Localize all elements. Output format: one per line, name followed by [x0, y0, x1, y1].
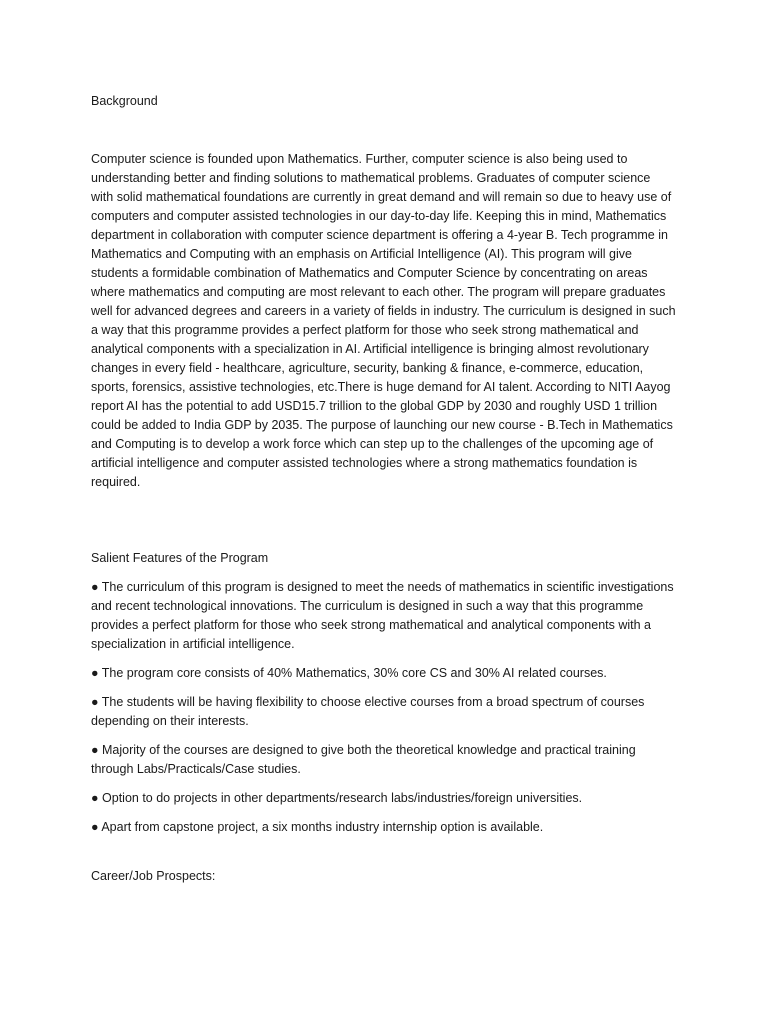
list-item: ● The students will be having flexibility to choose elective courses from a broad spectrum of courses depending on their interests.	[91, 695, 645, 728]
list-item: ● Option to do projects in other departments/research labs/industries/foreign universities.	[91, 791, 583, 805]
background-heading: Background	[91, 94, 158, 108]
list-item: ● Apart from capstone project, a six months industry internship option is available.	[91, 820, 544, 834]
career-heading: Career/Job Prospects:	[91, 869, 216, 883]
salient-features-heading: Salient Features of the Program	[91, 551, 269, 565]
document-body	[91, 92, 676, 886]
spacer	[91, 847, 676, 867]
list-item: ● The program core consists of 40% Mathematics, 30% core CS and 30% AI related courses.	[91, 666, 607, 680]
spacer	[91, 111, 676, 150]
background-paragraph: Computer science is founded upon Mathematics. Further, computer science is also being used to understanding better and finding solutions to mathematical problems. Graduates of computer science with solid mathematical foundations are currently in great demand and will remain so due to heavy use of computers and computer assisted technologies in our day-to-day life. Keeping this in mind, Mathematics department in collaboration with computer science department is offering a 4-year B. Tech programme in Mathematics and Computing with an emphasis on Artificial Intelligence (AI). This program will give students a formidable combination of Mathematics and Computer Science by concentrating on areas where mathematics and computing are most relevant to each other. The program will prepare graduates well for advanced degrees and careers in a variety of fields in industry. The curriculum is designed in such a way that this programme provides a perfect platform for those who seek strong mathematical and analytical components with a specialization in AI. Artificial intelligence is bringing almost revolutionary changes in every field - healthcare, agriculture, security, banking & finance, e-commerce, education, sports, forensics, assistive technologies, etc.There is huge demand for AI talent. According to NITI Aayog report AI has the potential to add USD15.7 trillion to the global GDP by 2030 and roughly USD 1 trillion could be added to India GDP by 2035. The purpose of launching our new course - B.Tech in Mathematics and Computing is to develop a work force which can step up to the challenges of the upcoming age of artificial intelligence and computer assisted technologies where a strong mathematics foundation is required.	[91, 152, 676, 489]
list-item: ● The curriculum of this program is designed to meet the needs of mathematics in scientific investigations and recent technological innovations. The curriculum is designed in such a way that this programme provides a perfect platform for those who seek strong mathematical and analytical components with a specialization in artificial intelligence.	[91, 580, 674, 651]
salient-features-list	[91, 578, 676, 837]
spacer	[91, 568, 676, 578]
list-item: ● Majority of the courses are designed to give both the theoretical knowledge and practical training through Labs/Practicals/Case studies.	[91, 743, 636, 776]
spacer	[91, 492, 676, 549]
